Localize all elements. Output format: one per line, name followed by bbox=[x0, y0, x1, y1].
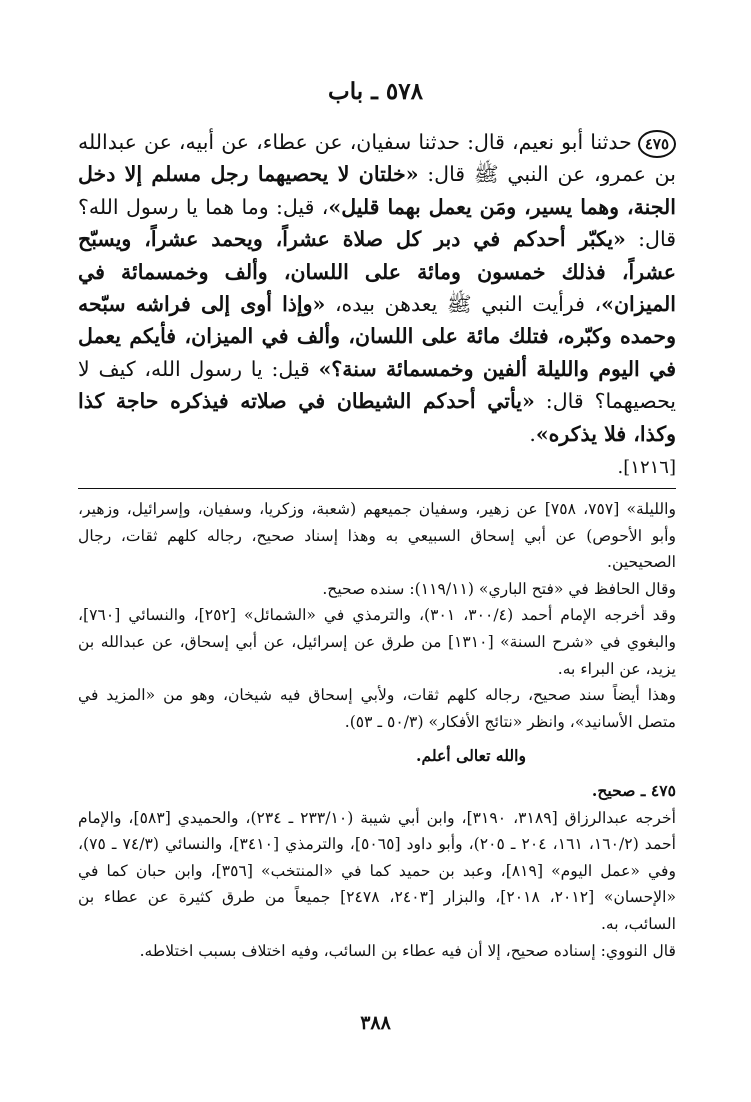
hadith-quote-3: «وإذا أوى إلى فراشه سبّحه وحمده وكبّره، فتلك مائة على اللسان، وألف في الميزان، فأيكم يعمل في اليوم والليلة ألفين وخمسمائة سنة؟» bbox=[78, 292, 676, 381]
hadith-text-2: ، فرأيت النبي ﷺ يعدهن بيده، bbox=[325, 292, 602, 317]
hadith-text bbox=[78, 126, 676, 484]
footnote-paragraph: وهذا أيضاً سند صحيح، رجاله كلهم ثقات، ولأبي إسحاق فيه شيخان، وهو من «المزيد في متصل الأسانيد»، وانظر «نتائج الأفكار» (٥٠/٣ ـ ٥٣). bbox=[78, 686, 676, 731]
closing-phrase: والله تعالى أعلم. bbox=[416, 746, 526, 766]
footnote-paragraph: أخرجه عبدالرزاق [٣١٨٩، ٣١٩٠]، وابن أبي شيبة (٢٣٣/١٠ ـ ٢٣٤)، والحميدي [٥٨٣]، والإمام أحمد (١٦٠/٢، ١٦١، ٢٠٤ ـ ٢٠٥)، وأبو داود [٥٠٦٥]، والترمذي [٣٤١٠]، والنسائي (٧٤/٣ ـ ٧٥)، وفي «عمل اليوم» [٨١٩]، وعبد بن حميد كما في «المنتخب» [٣٥٦]، وابن حبان كما في «الإحسان» [٢٠١٢، ٢٠١٨]، والبزار [٢٤٠٣، ٢٤٧٨] جميعاً من طرق كثيرة عن عطاء بن السائب، به. bbox=[78, 808, 676, 933]
chapter-title: ٥٧٨ ـ باب bbox=[328, 78, 423, 105]
hadith-chain: حدثنا أبو نعيم، قال: حدثنا سفيان، عن عطاء، عن أبيه، عن عبدالله بن عمرو، عن النبي ﷺ قال: bbox=[78, 130, 676, 187]
footnotes bbox=[78, 496, 676, 964]
hadith-number-badge: ٤٧٥ bbox=[638, 130, 676, 158]
footnote-divider bbox=[78, 488, 676, 489]
page-number: ٣٨٨ bbox=[360, 1012, 391, 1034]
footnote-paragraph: وقد أخرجه الإمام أحمد (٣٠٠/٤، ٣٠١)، والترمذي في «الشمائل» [٢٥٢]، والنسائي [٧٦٠]، والبغوي في «شرح السنة» [١٣١٠] من طرق عن إسرائيل، عن أبي إسحاق، عن عبدالله بن يزيد، عن البراء به. bbox=[78, 606, 677, 678]
hadith-quote-1: «خلتان لا يحصيهما رجل مسلم إلا دخل الجنة، وهما يسير، ومَن يعمل بهما قليل» bbox=[78, 162, 676, 219]
footnote-paragraph: وقال الحافظ في «فتح الباري» (١١٩/١١): سنده صحيح. bbox=[322, 579, 676, 598]
footnote-paragraph: قال النووي: إسناده صحيح، إلا أن فيه عطاء بن السائب، وفيه اختلاف بسبب اختلاطه. bbox=[139, 941, 676, 960]
hadith-reference: [١٢١٦]. bbox=[617, 457, 676, 479]
hadith-text-1: ، قيل: وما هما يا رسول الله؟ قال: bbox=[78, 194, 677, 252]
hadith-quote-4: «يأتي أحدكم الشيطان في صلاته فيذكره حاجة كذا وكذا، فلا يذكره» bbox=[78, 389, 676, 446]
hadith-quote-2: «يكبّر أحدكم في دبر كل صلاة عشراً، ويحمد عشراً، ويسبّح عشراً، فذلك خمسون ومائة على اللسان، وألف وخمسمائة في الميزان» bbox=[78, 227, 676, 317]
hadith-grade: ٤٧٥ ـ صحيح. bbox=[591, 780, 676, 800]
hadith-end: . bbox=[529, 421, 536, 446]
hadith-text-3: قيل: يا رسول الله، كيف لا يحصيهما؟ قال: bbox=[78, 356, 677, 414]
footnote-paragraph: والليلة» [٧٥٧، ٧٥٨] عن زهير، وسفيان جميعهم (شعبة، وزكريا، وسفيان، وإسرائيل، وزهير، وأبو الأحوص) عن أبي إسحاق السبيعي به وهذا إسناد صحيح، رجاله كلهم ثقات، رجال الصحيحين. bbox=[78, 500, 676, 572]
